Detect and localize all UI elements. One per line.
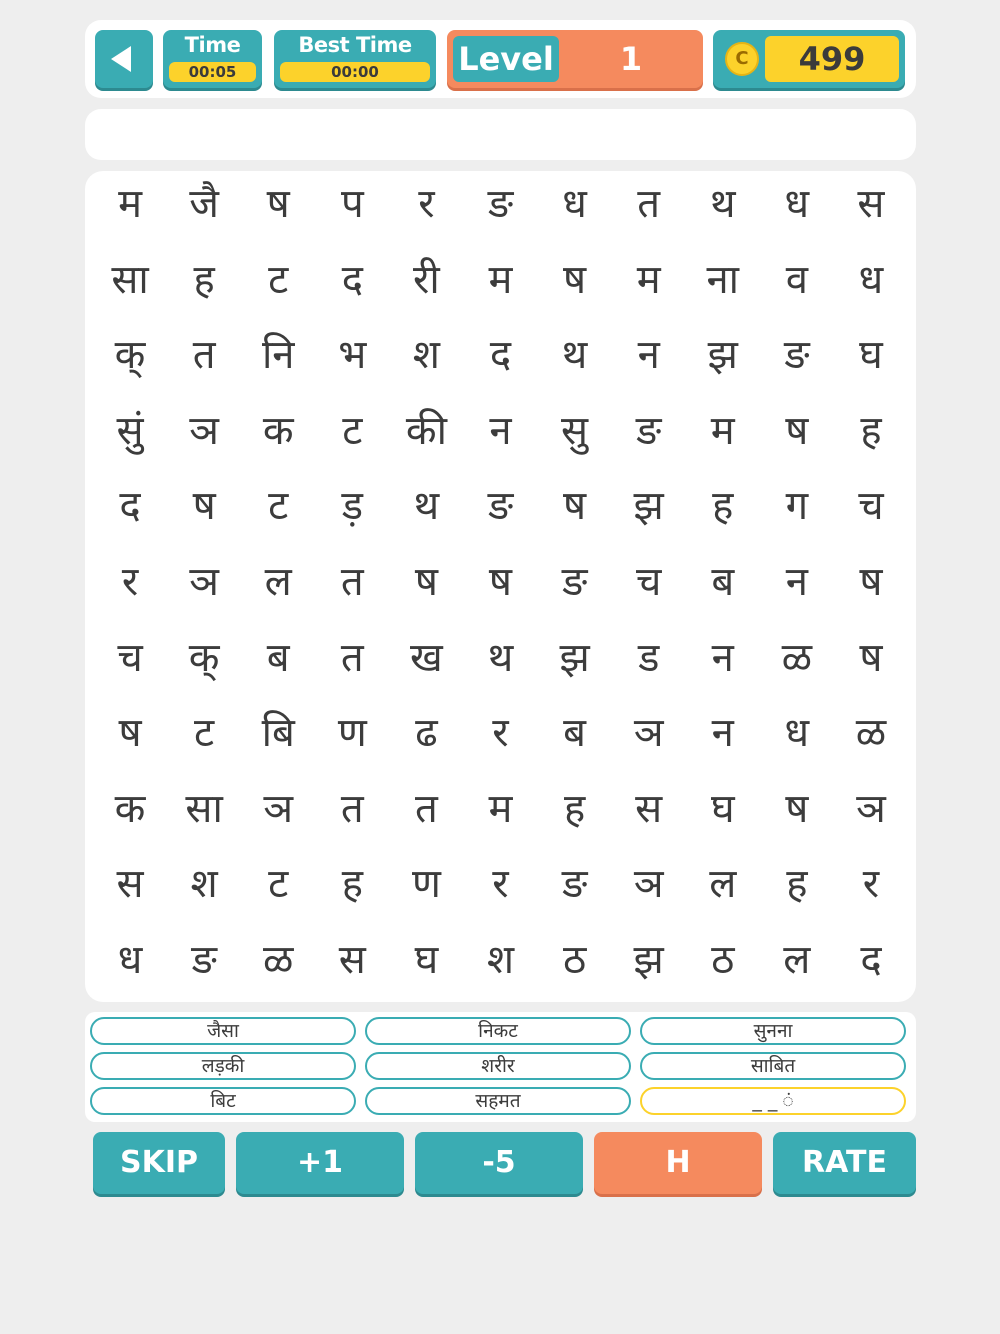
grid-cell[interactable]: घ (859, 332, 883, 379)
grid-cell[interactable]: ध (858, 256, 884, 303)
grid-cell[interactable]: श (190, 861, 218, 908)
rate-button[interactable]: RATE (773, 1132, 916, 1194)
back-arrow-icon (111, 46, 131, 72)
grid-cell[interactable]: र (121, 558, 139, 605)
grid-cell[interactable]: घ (414, 936, 439, 983)
grid-cell[interactable]: ल (783, 936, 811, 983)
target-word: निकट (365, 1017, 631, 1045)
grid-cell[interactable]: ङ (191, 936, 217, 983)
coins-value: 499 (765, 36, 899, 82)
grid-cell[interactable]: ङ (487, 483, 514, 530)
grid-cell[interactable]: ड़ (341, 483, 364, 530)
grid-cell[interactable]: न (785, 558, 808, 605)
grid-cell[interactable]: न (637, 332, 660, 379)
grid-cell[interactable]: च (117, 634, 143, 681)
grid-cell[interactable]: ड (637, 634, 660, 681)
grid-cell[interactable]: ङ (561, 861, 588, 908)
grid-cell[interactable]: थ (413, 483, 440, 530)
grid-cell[interactable]: म (710, 407, 735, 454)
grid-cell[interactable]: भ (338, 332, 367, 379)
target-word: लड़की (90, 1052, 356, 1080)
grid-cell[interactable]: द (119, 483, 141, 530)
word-list (85, 1012, 916, 1122)
grid-cell[interactable]: ब (266, 634, 290, 681)
grid-cell[interactable]: र (492, 710, 509, 757)
grid-cell[interactable]: ण (411, 861, 441, 908)
grid-cell[interactable]: सु (561, 407, 589, 454)
grid-cell[interactable]: सा (111, 256, 149, 303)
grid-cell[interactable]: ष (488, 558, 513, 605)
grid-cell[interactable]: ह (786, 861, 808, 908)
grid-cell[interactable]: ङ (635, 407, 662, 454)
target-word: साबित (640, 1052, 906, 1080)
grid-cell[interactable]: ह (860, 407, 882, 454)
grid-cell[interactable]: ङ (487, 181, 514, 228)
grid-cell[interactable]: झ (707, 332, 738, 379)
target-word: सहमत (365, 1087, 631, 1115)
grid-cell[interactable]: ण (337, 710, 367, 757)
target-word: जैसा (90, 1017, 356, 1045)
grid-cell[interactable]: क् (188, 634, 220, 681)
grid-cell[interactable]: ङ (561, 558, 588, 605)
grid-cell[interactable]: सुं (116, 407, 144, 454)
best-time-box (274, 30, 436, 88)
grid-cell[interactable]: च (858, 483, 884, 530)
grid-cell[interactable]: ब (711, 558, 735, 605)
grid-cell[interactable]: ह (712, 483, 734, 530)
grid-cell[interactable]: ट (268, 483, 289, 530)
grid-cell[interactable]: त (340, 785, 364, 832)
coin-icon: C (725, 42, 759, 76)
grid-cell[interactable]: न (711, 710, 734, 757)
plus-one-button[interactable]: +1 (236, 1132, 404, 1194)
grid-cell[interactable]: ट (342, 407, 363, 454)
target-word: शरीर (365, 1052, 631, 1080)
letter-grid-cells[interactable] (93, 171, 908, 1002)
grid-cell[interactable]: ध (784, 710, 810, 757)
top-bar (85, 20, 916, 98)
grid-cell[interactable]: ङ (784, 332, 810, 379)
grid-cell[interactable]: ष (563, 256, 587, 303)
grid-cell[interactable]: ठ (711, 936, 735, 983)
grid-cell[interactable]: क (114, 785, 146, 832)
grid-cell[interactable]: स (635, 785, 663, 832)
grid-cell[interactable]: ना (706, 256, 740, 303)
grid-cell[interactable]: ल (709, 861, 737, 908)
grid-cell[interactable]: ष (118, 710, 142, 757)
grid-cell[interactable]: ग (785, 483, 809, 530)
grid-cell[interactable]: त (340, 558, 364, 605)
grid-cell[interactable]: ब (563, 710, 586, 757)
grid-cell[interactable]: द (860, 936, 882, 983)
grid-cell[interactable]: ध (117, 936, 143, 983)
time-value: 00:05 (169, 62, 256, 82)
grid-cell[interactable]: ल (264, 558, 292, 605)
grid-cell[interactable]: की (405, 407, 447, 454)
grid-cell[interactable]: ञ (633, 861, 664, 908)
grid-cell[interactable]: ञ (263, 785, 294, 832)
grid-cell[interactable]: ध (562, 181, 587, 228)
grid-cell[interactable]: क (262, 407, 294, 454)
grid-cell[interactable]: त (192, 332, 216, 379)
grid-cell[interactable]: ट (194, 710, 215, 757)
grid-cell[interactable]: त (415, 785, 438, 832)
grid-cell[interactable]: जै (189, 181, 219, 228)
grid-cell[interactable]: झ (633, 483, 664, 530)
grid-cell[interactable]: म (636, 256, 661, 303)
grid-cell[interactable]: ञ (189, 558, 219, 605)
grid-cell[interactable]: ष (414, 558, 438, 605)
grid-cell[interactable]: नि (261, 332, 295, 379)
grid-cell[interactable]: बि (261, 710, 295, 757)
grid-cell[interactable]: ह (341, 861, 363, 908)
grid-cell[interactable]: ट (268, 861, 289, 908)
grid-cell[interactable]: ष (563, 483, 587, 530)
grid-cell[interactable]: त (340, 634, 364, 681)
grid-cell[interactable]: म (488, 785, 513, 832)
grid-cell[interactable]: द (489, 332, 512, 379)
level-box (447, 30, 703, 88)
grid-cell[interactable]: सा (185, 785, 223, 832)
grid-cell[interactable]: ळ (781, 634, 813, 681)
grid-cell[interactable]: र (862, 861, 880, 908)
target-word: बिट (90, 1087, 356, 1115)
target-word: सुनना (640, 1017, 906, 1045)
grid-cell[interactable]: प (340, 181, 364, 228)
grid-cell[interactable]: ष (859, 634, 883, 681)
grid-cell[interactable]: री (413, 256, 440, 303)
grid-cell[interactable]: त (637, 181, 661, 228)
grid-cell[interactable]: ढ (415, 710, 438, 757)
grid-cell[interactable]: स (116, 861, 144, 908)
grid-cell[interactable]: र (492, 861, 509, 908)
grid-cell[interactable]: न (489, 407, 512, 454)
grid-cell[interactable]: ष (785, 407, 809, 454)
grid-cell[interactable]: ळ (855, 710, 887, 757)
grid-cell[interactable]: र (418, 181, 435, 228)
grid-cell[interactable]: व (785, 256, 808, 303)
back-button[interactable] (95, 30, 153, 88)
selected-word-display (85, 109, 916, 160)
grid-cell[interactable]: ह (563, 785, 586, 832)
time-label: Time (184, 33, 241, 57)
grid-cell[interactable]: ञ (856, 785, 886, 832)
letter-grid[interactable] (85, 171, 916, 1002)
grid-cell[interactable]: म (488, 256, 513, 303)
current-target-word: _ _ ं (640, 1087, 906, 1115)
grid-cell[interactable]: स (338, 936, 366, 983)
grid-cell[interactable]: क् (114, 332, 146, 379)
grid-cell[interactable]: श (486, 936, 515, 983)
grid-cell[interactable]: ष (192, 483, 216, 530)
grid-cell[interactable]: ळ (263, 936, 294, 983)
grid-cell[interactable]: घ (710, 785, 735, 832)
grid-cell[interactable]: थ (487, 634, 514, 681)
best-time-label: Best Time (298, 33, 412, 57)
grid-cell[interactable]: ञ (633, 710, 664, 757)
minus-five-button[interactable]: -5 (415, 1132, 583, 1194)
grid-cell[interactable]: ध (784, 181, 810, 228)
best-time-value: 00:00 (280, 62, 430, 82)
grid-cell[interactable]: थ (561, 332, 588, 379)
time-box (163, 30, 262, 88)
grid-cell[interactable]: ख (410, 634, 443, 681)
grid-cell[interactable]: द (341, 256, 363, 303)
grid-cell[interactable]: म (118, 181, 142, 228)
grid-cell[interactable]: न (711, 634, 734, 681)
grid-cell[interactable]: ष (785, 785, 809, 832)
skip-button[interactable]: SKIP (93, 1132, 225, 1194)
grid-cell[interactable]: च (635, 558, 662, 605)
level-value: 1 (619, 40, 643, 78)
grid-cell[interactable]: स (857, 181, 885, 228)
coins-box (713, 30, 905, 88)
grid-cell[interactable]: झ (633, 936, 664, 983)
hint-button[interactable]: H (594, 1132, 762, 1194)
grid-cell[interactable]: श (412, 332, 440, 379)
grid-cell[interactable]: ठ (562, 936, 587, 983)
grid-cell[interactable]: ञ (189, 407, 219, 454)
grid-cell[interactable]: ह (193, 256, 215, 303)
grid-cell[interactable]: थ (709, 181, 736, 228)
grid-cell[interactable]: ष (859, 558, 883, 605)
grid-cell[interactable]: झ (559, 634, 590, 681)
level-label: Level (453, 36, 559, 82)
grid-cell[interactable]: ष (266, 181, 290, 228)
grid-cell[interactable]: ट (268, 256, 289, 303)
